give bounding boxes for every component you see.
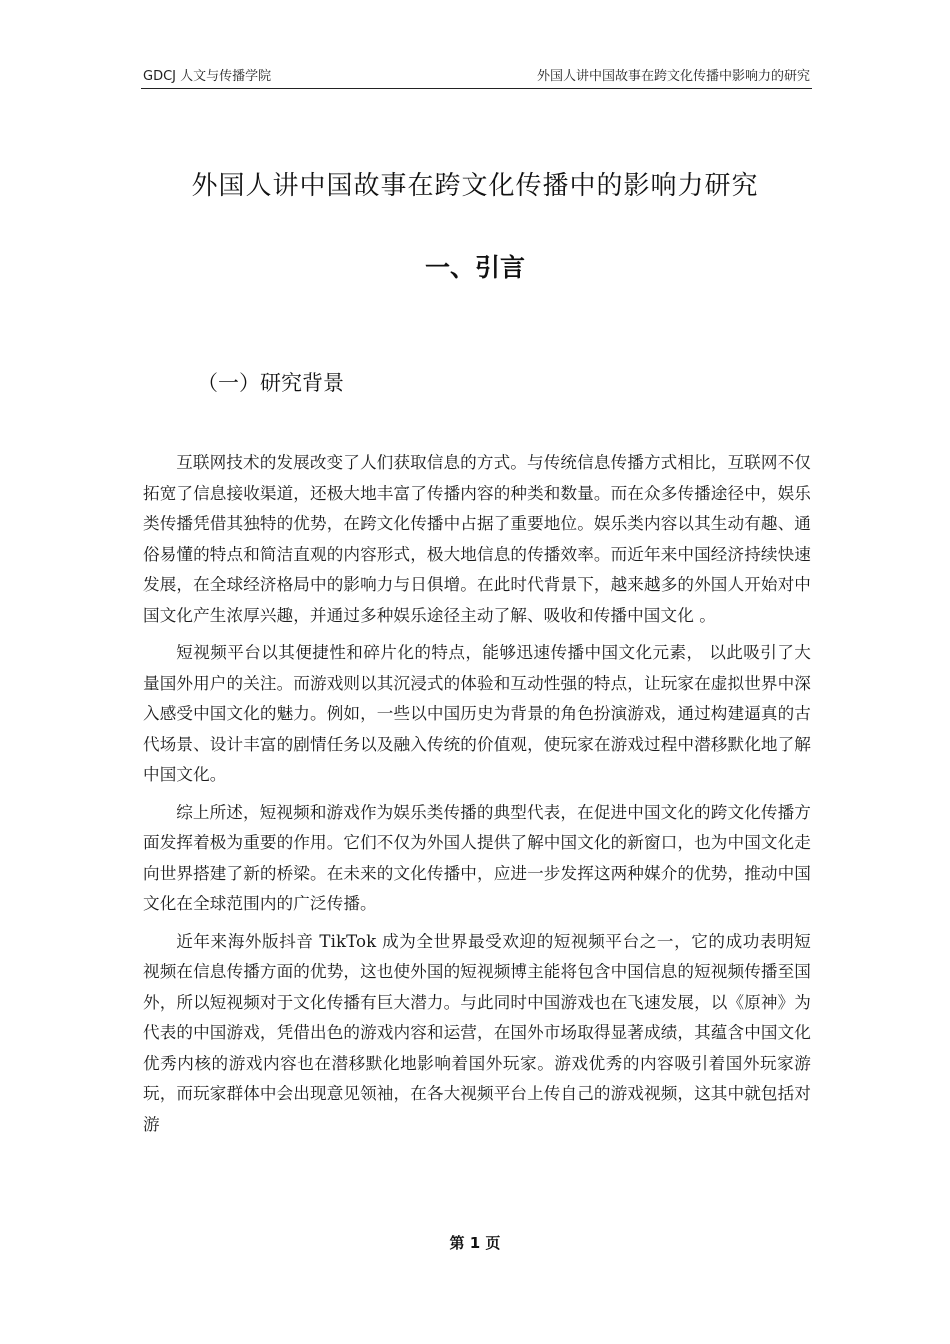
subsection-heading-background: （一）研究背景 bbox=[197, 371, 344, 395]
section-heading-introduction: 一、引言 bbox=[424, 253, 525, 282]
header-running-title: 外国人讲中国故事在跨文化传播中影响力的研究 bbox=[536, 69, 810, 84]
document-title: 外国人讲中国故事在跨文化传播中的影响力研究 bbox=[191, 171, 759, 201]
page-header bbox=[141, 68, 812, 89]
paragraph: 近年来海外版抖音 TikTok 成为全世界最受欢迎的短视频平台之一，它的成功表明短视频在信息传播方面的优势，这也使外国的短视频博主能将包含中国信息的短视频传播至国外，所以短视频对于文化传播有巨大潜力。与此同时中国游戏也在飞速发展，以《原神》为代表的中国游戏，凭借出色的游戏内容和运营，在国外市场取得显著成绩，其蕴含中国文化优秀内核的游戏内容也在潜移默化地影响着国外玩家。游戏优秀的内容吸引着国外玩家游玩，而玩家群体中会出现意见领袖，在各大视频平台上传自己的游戏视频，这其中就包括对游 bbox=[143, 931, 811, 1134]
body-text bbox=[143, 448, 811, 1147]
paragraph: 互联网技术的发展改变了人们获取信息的方式。与传统信息传播方式相比，互联网不仅拓宽了信息接收渠道，还极大地丰富了传播内容的种类和数量。而在众多传播途径中，娱乐类传播凭借其独特的优势，在跨文化传播中占据了重要地位。娱乐类内容以其生动有趣、通俗易懂的特点和简洁直观的内容形式，极大地信息的传播效率。而近年来中国经济持续快速发展，在全球经济格局中的影响力与日俱增。在此时代背景下，越来越多的外国人开始对中国文化产生浓厚兴趣，并通过多种娱乐途径主动了解、吸收和传播中国文化 。 bbox=[143, 453, 811, 625]
paragraph: 综上所述，短视频和游戏作为娱乐类传播的典型代表，在促进中国文化的跨文化传播方面发挥着极为重要的作用。它们不仅为外国人提供了解中国文化的新窗口，也为中国文化走向世界搭建了新的桥梁。在未来的文化传播中，应进一步发挥这两种媒介的优势，推动中国文化在全球范围内的广泛传播。 bbox=[143, 802, 811, 913]
header-institution: GDCJ 人文与传播学院 bbox=[143, 69, 272, 84]
paragraph: 短视频平台以其便捷性和碎片化的特点，能够迅速传播中国文化元素， 以此吸引了大量国外用户的关注。而游戏则以其沉浸式的体验和互动性强的特点，让玩家在虚拟世界中深入感受中国文化的魅力。例如，一些以中国历史为背景的角色扮演游戏，通过构建逼真的古代场景、设计丰富的剧情任务以及融入传统的价值观，使玩家在游戏过程中潜移默化地了解中国文化。 bbox=[143, 643, 811, 784]
page-number: 第 1 页 bbox=[449, 1234, 501, 1252]
